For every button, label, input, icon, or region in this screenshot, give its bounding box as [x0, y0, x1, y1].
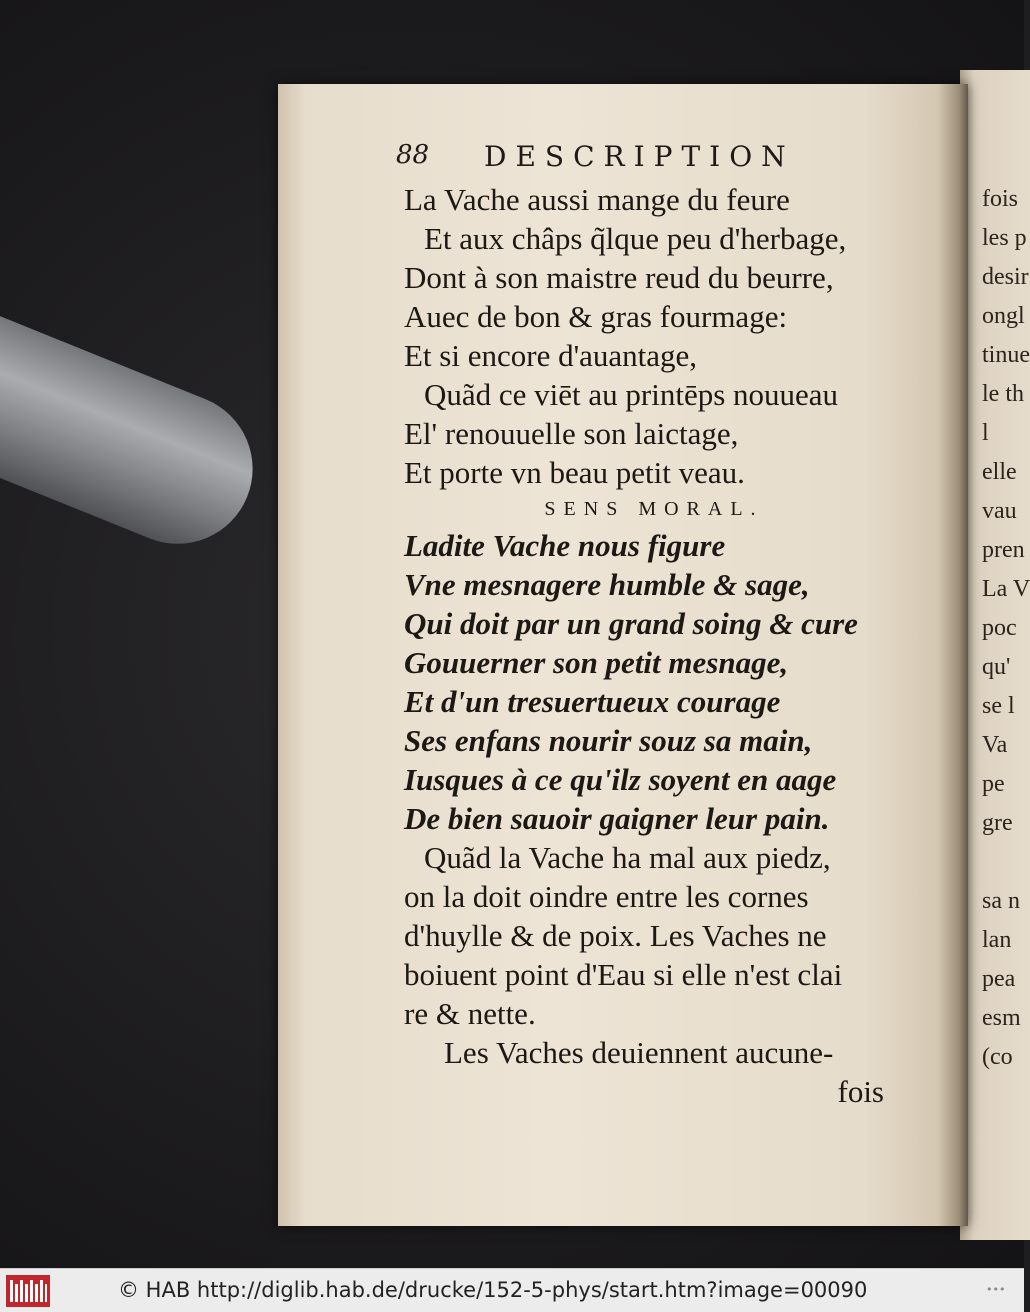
prose-line: d'huylle & de poix. Les Vaches ne: [404, 918, 827, 953]
facing-line: le th: [982, 381, 1024, 407]
facing-line: tinue: [982, 342, 1030, 368]
moral-line: Et d'un tresuertueux courage: [404, 684, 781, 719]
verse-line: La Vache aussi mange du feure: [404, 182, 790, 217]
facing-line: les p: [982, 225, 1027, 251]
moral-line: Gouuerner son petit mesnage,: [404, 645, 789, 680]
facing-line: desir: [982, 264, 1029, 290]
facing-line: elle: [982, 459, 1017, 485]
facing-line: l: [982, 420, 989, 446]
facing-line: fois: [982, 186, 1018, 212]
facing-line: (co: [982, 1044, 1013, 1070]
moral-line: Vne mesnagere humble & sage,: [404, 567, 810, 602]
facing-line: [982, 843, 1024, 882]
prose-line: boiuent point d'Eau si elle n'est clai: [404, 957, 843, 992]
facing-page-text: [982, 180, 1030, 1077]
facing-line: esm: [982, 1005, 1021, 1031]
facing-line: se l: [982, 693, 1015, 719]
facing-line: Va: [982, 732, 1008, 758]
hab-logo-icon: [6, 1275, 50, 1307]
verse-line: Et si encore d'auantage,: [404, 338, 698, 373]
moral-line: Iusques à ce qu'ilz soyent en aage: [404, 762, 837, 797]
verse-line: Et porte vn beau petit veau.: [404, 455, 745, 490]
prose-line: Les Vaches deuiennent aucune-: [444, 1035, 834, 1070]
moral-line: Ses enfans nourir souz sa main,: [404, 723, 813, 758]
facing-line: pe: [982, 771, 1005, 797]
facing-line: La V: [982, 576, 1030, 602]
verse-line: Auec de bon & gras fourmage:: [404, 299, 788, 334]
page-header: [396, 140, 816, 180]
copyright-link[interactable]: © HAB http://diglib.hab.de/drucke/152-5-phys/start.htm?image=00090: [118, 1278, 868, 1302]
moral-line: Ladite Vache nous figure: [404, 528, 726, 563]
facing-line: sa n: [982, 888, 1020, 914]
section-heading: SENS MORAL.: [544, 498, 764, 520]
prose-line: re & nette.: [404, 996, 536, 1031]
facing-line: lan: [982, 927, 1012, 953]
prose-line: on la doit oindre entre les cornes: [404, 879, 809, 914]
verse-line: Quãd ce viēt au printēps nouueau: [424, 377, 839, 412]
facing-line: pren: [982, 537, 1025, 563]
facing-line: vau: [982, 498, 1017, 524]
catchword: fois: [837, 1074, 884, 1109]
verse-line: Dont à son maistre reud du beurre,: [404, 260, 834, 295]
verse-line: El' renouuelle son laictage,: [404, 416, 739, 451]
footer-bar: [0, 1268, 1024, 1312]
footer-dots-icon: •••: [986, 1283, 1006, 1296]
running-head: DESCRIPTION: [484, 140, 795, 173]
page-number: 88: [396, 140, 430, 170]
page-gutter-shadow: [938, 84, 968, 1226]
moral-line: Qui doit par un grand soing & cure: [404, 606, 858, 641]
facing-line: ongl: [982, 303, 1025, 329]
facing-line: qu': [982, 654, 1011, 680]
moral-line: De bien sauoir gaigner leur pain.: [404, 801, 830, 836]
facing-line: gre: [982, 810, 1013, 836]
verse-line: Et aux châps q̃lque peu d'herbage,: [424, 221, 847, 256]
prose-line: Quãd la Vache ha mal aux piedz,: [424, 840, 831, 875]
facing-line: pea: [982, 966, 1016, 992]
facing-line: poc: [982, 615, 1017, 641]
page-text: [404, 180, 904, 1111]
